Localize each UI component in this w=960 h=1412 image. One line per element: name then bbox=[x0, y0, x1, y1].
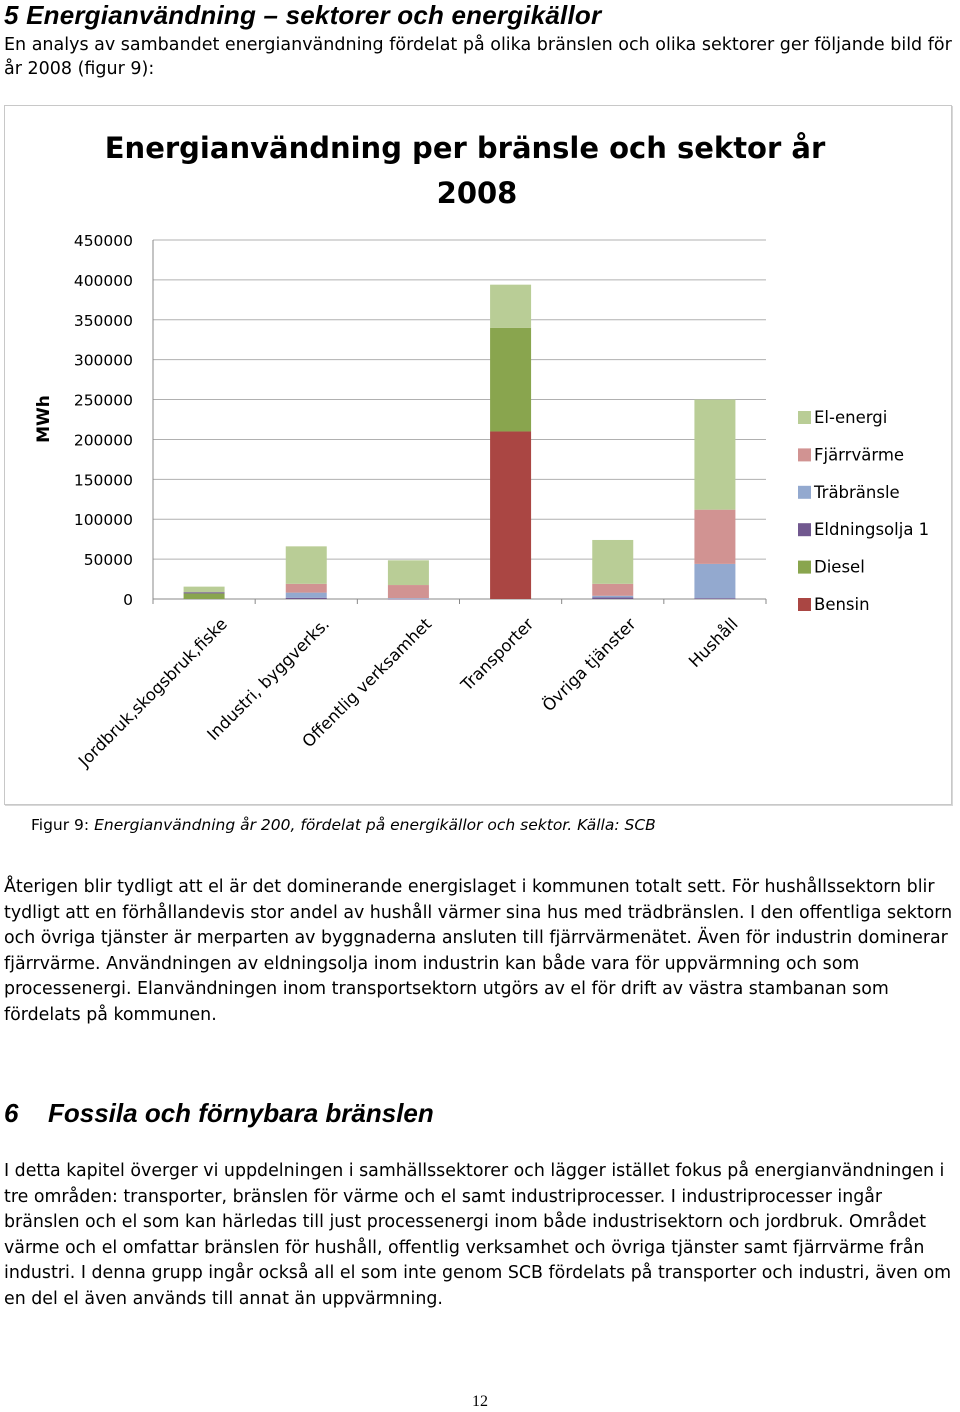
x-category-label: Hushåll bbox=[685, 614, 742, 672]
section-title: Fossila och förnybara bränslen bbox=[48, 1098, 434, 1128]
bar-segment bbox=[388, 585, 429, 598]
bar-segment bbox=[286, 584, 327, 593]
x-category-label: Offentlig verksamhet bbox=[298, 614, 436, 752]
bar-segment bbox=[490, 285, 531, 328]
bar-segment bbox=[592, 596, 633, 598]
bar-segment bbox=[286, 546, 327, 583]
bar-segment bbox=[286, 593, 327, 598]
y-tick-label: 350000 bbox=[73, 311, 133, 330]
y-tick-label: 50000 bbox=[83, 551, 133, 570]
y-tick-label: 450000 bbox=[73, 232, 133, 250]
legend-label: Fjärrvärme bbox=[814, 445, 905, 465]
section-heading-6 bbox=[4, 1098, 434, 1129]
legend-label: El-energi bbox=[814, 408, 888, 427]
bar-segment bbox=[286, 598, 327, 599]
figure-caption-label: Figur 9: bbox=[31, 816, 90, 834]
body-paragraph: Återigen blir tydligt att el är det dominerande energislaget i kommunen totalt sett. För hushållssektorn blir tydligt att en förhållandevis stor andel av hushåll värmer sina hus med trädbränslen. I den offentliga sektorn och övriga tjänster är merparten av byggnaderna ansluten till fjärrvärmenätet. Även för industrin dominerar fjärrvärme. Användningen av eldningsolja inom industrin kan både vara för uppvärmning och som processenergi. Elanvändningen inom transportsektorn utgörs av el för drift av västra stambanan som fördelats på kommunen. bbox=[4, 877, 953, 1025]
section-heading: 5 Energianvändning – sektorer och energikällor bbox=[4, 0, 602, 30]
legend-label: Träbränsle bbox=[814, 482, 900, 502]
y-tick-label: 200000 bbox=[73, 431, 133, 450]
bar-segment bbox=[592, 597, 633, 599]
bar-segment bbox=[694, 564, 735, 598]
y-tick-label: 250000 bbox=[73, 391, 133, 410]
bar-segment bbox=[184, 587, 225, 593]
bar-segment bbox=[388, 560, 429, 585]
y-axis-label: MWh bbox=[34, 395, 54, 443]
body-paragraph-6: I detta kapitel överger vi uppdelningen i samhällssektorer och lägger istället fokus på energianvändningen i tre områden: transporter, bränslen för värme och el samt industriprocesser. I industriprocesser ingår bränslen och el som kan härledas till just processenergi inom både industrisektorn och jordbruk. Området värme och el omfattar bränslen för hushåll, offentlig verksamhet och övriga tjänster samt fjärrvärme från industri. I denna grupp ingår också all el som inte genom SCB fördelats på transporter och industri, även om en del el även används till annat än uppvärmning. bbox=[4, 1161, 952, 1309]
bar-segment bbox=[490, 431, 531, 599]
figure-caption bbox=[31, 816, 656, 834]
legend-label: Eldningsolja 1 bbox=[814, 520, 930, 540]
chart-title: Energianvändning per bränsle och sektor år bbox=[104, 131, 826, 165]
x-category-label: Övriga tjänster bbox=[538, 614, 640, 716]
legend-swatch bbox=[798, 411, 811, 424]
y-tick-label: 400000 bbox=[73, 271, 133, 290]
y-tick-label: 100000 bbox=[73, 511, 133, 530]
legend-label: Bensin bbox=[814, 595, 870, 614]
chart-title-year: 2008 bbox=[436, 176, 518, 210]
legend-swatch bbox=[798, 523, 811, 536]
bar-segment bbox=[694, 400, 735, 510]
bar-segment bbox=[694, 598, 735, 599]
figure-caption-text: Energianvändning år 200, fördelat på energikällor och sektor. Källa: SCB bbox=[94, 816, 656, 834]
bar-segment bbox=[388, 598, 429, 599]
x-category-label: Transporter bbox=[457, 614, 538, 695]
section-number: 6 bbox=[4, 1098, 19, 1128]
legend-swatch bbox=[798, 448, 811, 461]
chart-figure bbox=[4, 105, 952, 805]
bar-segment bbox=[184, 592, 225, 593]
x-category-label: Jordbruk,skogsbruk,fiske bbox=[74, 614, 231, 771]
legend-swatch bbox=[798, 486, 811, 499]
stacked-bar-chart bbox=[5, 106, 951, 804]
intro-paragraph: En analys av sambandet energianvändning fördelat på olika bränslen och olika sektorer ger följande bild för år 2008 (figur 9): bbox=[4, 35, 952, 79]
y-tick-label: 0 bbox=[123, 591, 133, 609]
bar-segment bbox=[184, 593, 225, 599]
x-category-label: Industri, byggverks. bbox=[203, 614, 334, 745]
legend-swatch bbox=[798, 561, 811, 574]
legend-label: Diesel bbox=[814, 557, 865, 577]
bar-segment bbox=[592, 584, 633, 596]
y-tick-label: 300000 bbox=[73, 351, 133, 370]
bar-segment bbox=[592, 540, 633, 584]
bar-segment bbox=[694, 510, 735, 564]
page-number: 12 bbox=[472, 1393, 488, 1410]
legend-swatch bbox=[798, 598, 811, 611]
y-tick-label: 150000 bbox=[73, 471, 133, 490]
bar-segment bbox=[490, 328, 531, 432]
